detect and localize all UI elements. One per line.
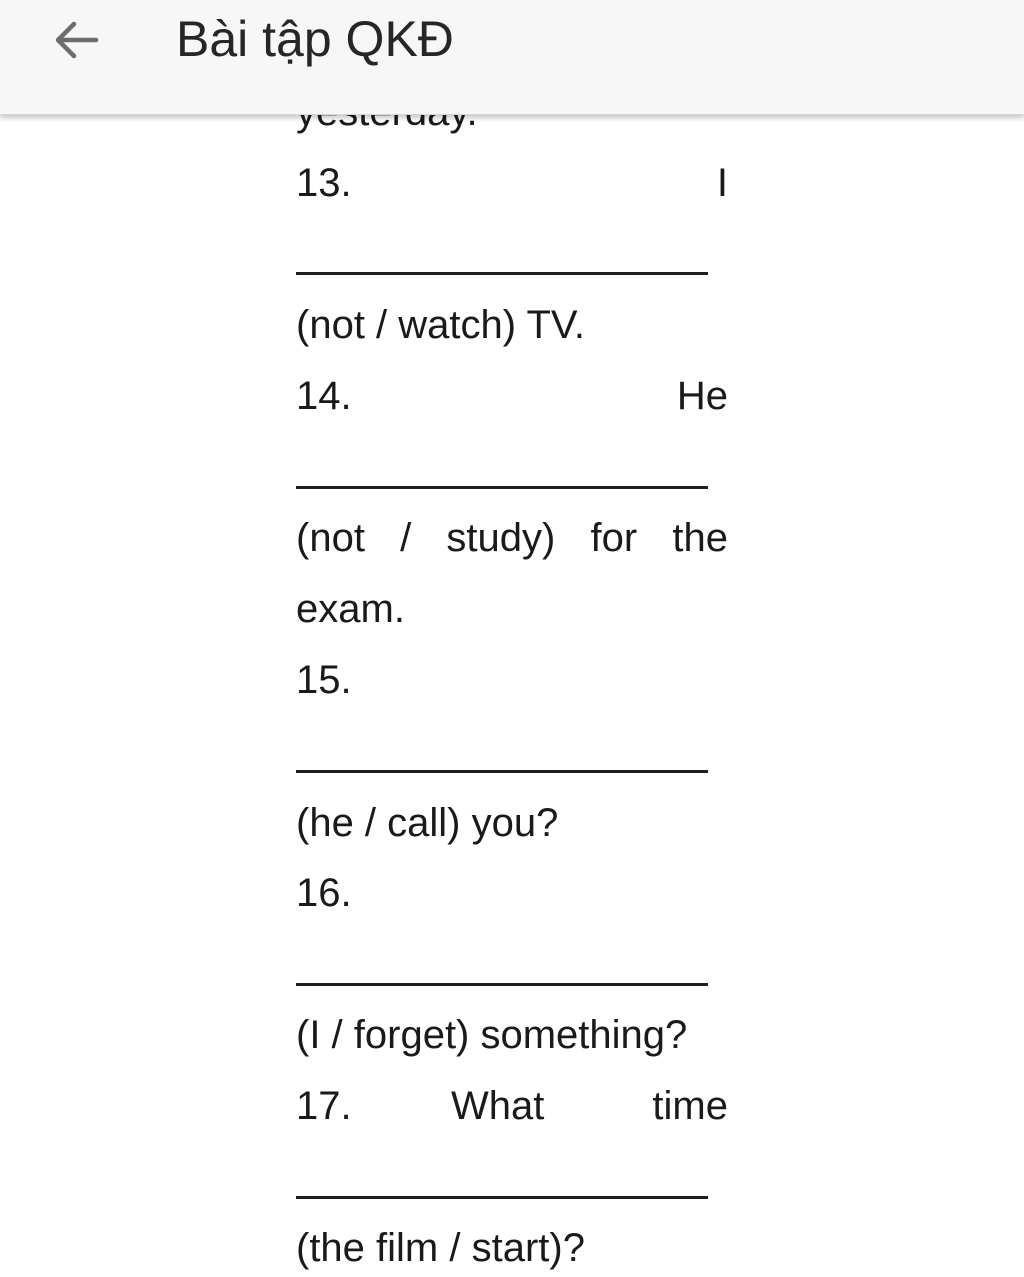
prompt-word: study)	[446, 516, 556, 560]
answer-blank-15	[296, 770, 708, 773]
page-title: Bài tập QKĐ	[176, 11, 454, 67]
exercise-lead-word: What	[451, 1084, 545, 1128]
exercise-prompt: (the film / start)?	[296, 1226, 585, 1270]
exercise-lead: I	[716, 161, 728, 205]
answer-blank-14	[296, 486, 708, 489]
exercise-prompt: (I / forget) something?	[296, 1013, 688, 1057]
exercise-17-line	[296, 1082, 728, 1130]
exercise-14-line	[296, 372, 728, 420]
answer-blank-17	[296, 1196, 708, 1199]
exercise-number: 17.	[296, 1084, 352, 1128]
exercise-13-line	[296, 159, 728, 207]
prompt-word: /	[400, 516, 412, 560]
exercise-number: 14.	[296, 374, 352, 418]
exercise-prompt	[296, 514, 728, 562]
exercise-prompt: (he / call) you?	[296, 801, 559, 845]
exercise-number: 16.	[296, 871, 352, 915]
exercise-16-line	[296, 869, 728, 917]
app-bar	[0, 0, 1024, 115]
answer-blank-13	[296, 272, 708, 275]
prompt-word: for	[590, 516, 638, 560]
exercise-prompt: (not / watch) TV.	[296, 303, 586, 347]
exercise-prompt-continued: exam.	[296, 587, 405, 631]
back-button[interactable]	[36, 4, 116, 72]
exercise-number: 13.	[296, 161, 352, 205]
exercise-15-line	[296, 656, 728, 704]
arrow-left-icon	[52, 18, 100, 62]
prompt-word: the	[672, 516, 728, 560]
exercise-lead-word: time	[652, 1084, 728, 1128]
answer-blank-16	[296, 983, 708, 986]
exercise-lead: He	[676, 374, 728, 418]
exercise-number: 15.	[296, 658, 352, 702]
prompt-word: (not	[296, 516, 365, 560]
